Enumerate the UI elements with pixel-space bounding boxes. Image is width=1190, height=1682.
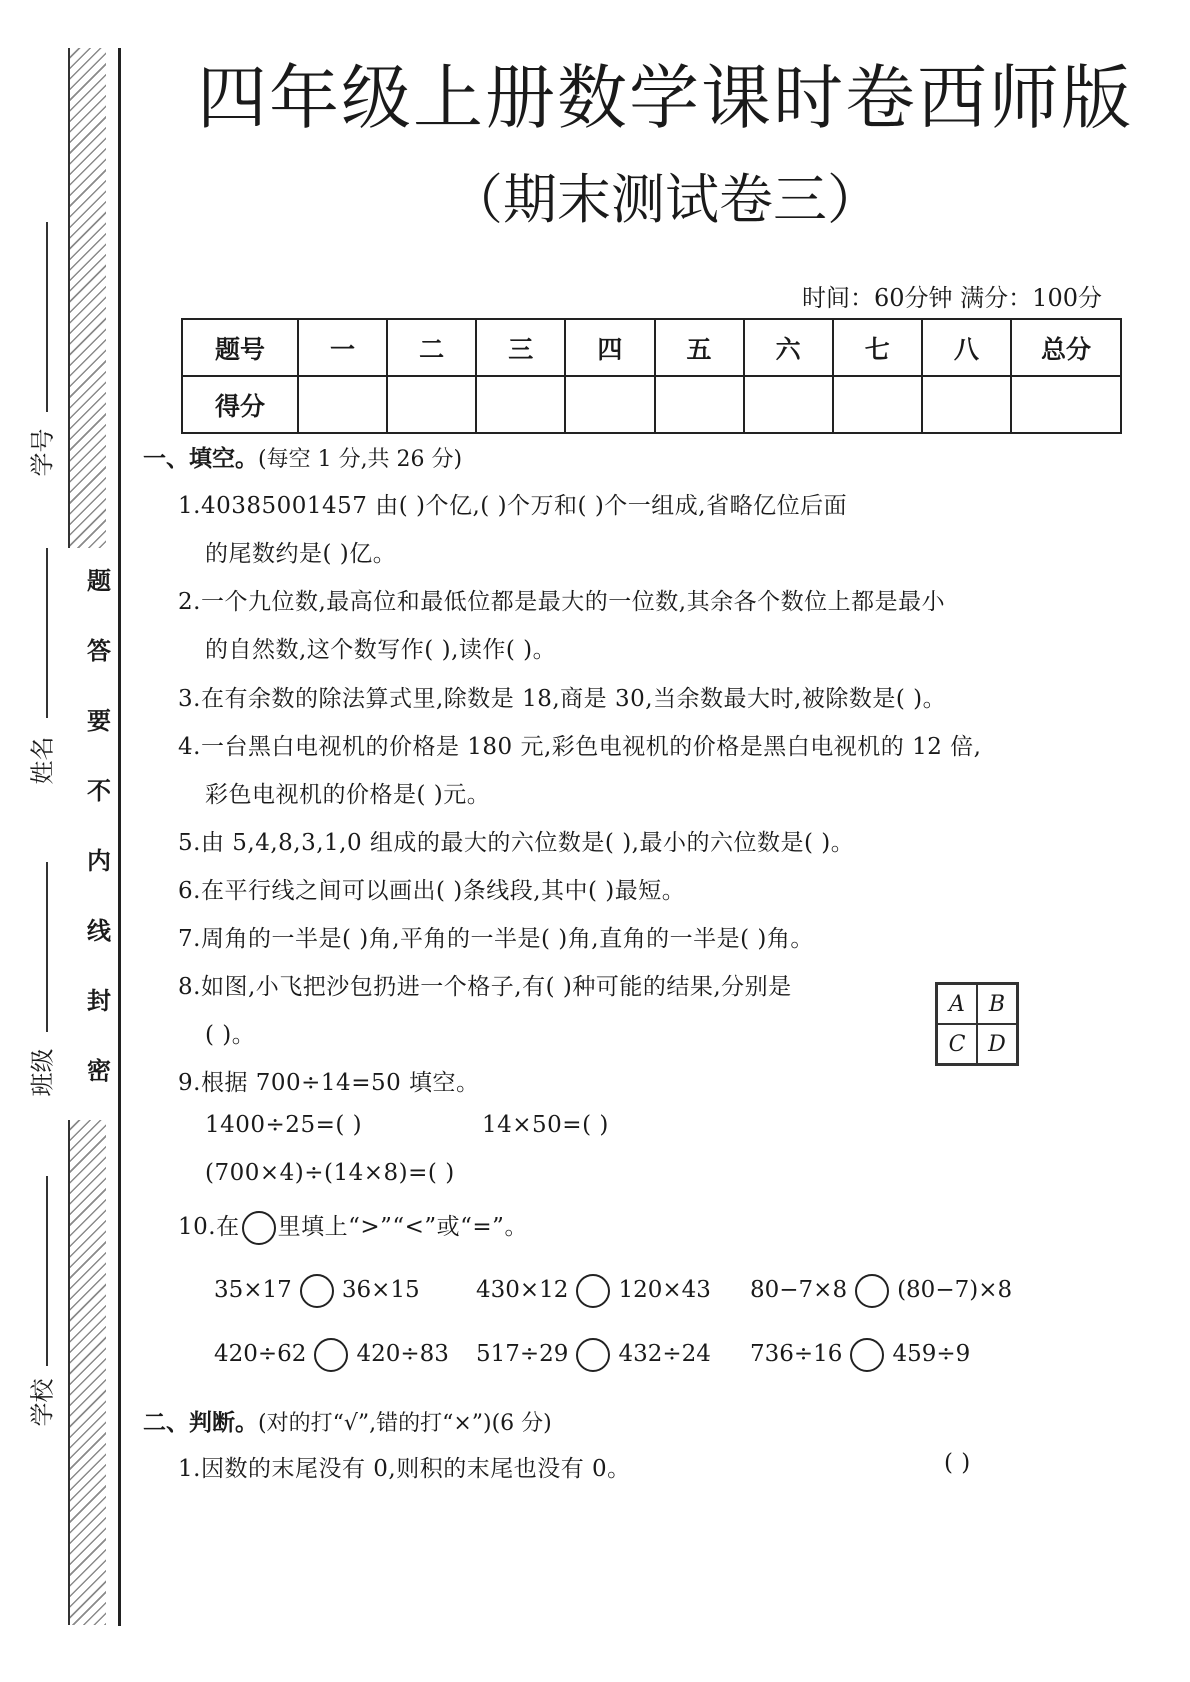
student-id-line[interactable] (46, 222, 48, 412)
section2-heading (143, 1404, 552, 1437)
question-8-line2: ( )。 (205, 1022, 256, 1048)
question-3: 3.在有余数的除法算式里,除数是 18,商是 30,当余数最大时,被除数是( )。 (178, 686, 947, 712)
question-9: 9.根据 700÷14=50 填空。 (178, 1070, 480, 1096)
section1-title: 一、填空。 (143, 446, 258, 472)
question-8-line1: 8.如图,小飞把沙包扔进一个格子,有( )种可能的结果,分别是 (178, 974, 792, 1000)
header-cell-5: 五 (655, 319, 744, 376)
hatch-strip-bottom (68, 1120, 106, 1625)
judge-answer-1[interactable]: ( ) (944, 1450, 971, 1476)
compare-right: 432÷24 (618, 1341, 711, 1367)
page-subtitle: （期末测试卷三） (449, 168, 881, 231)
header-cell-2: 二 (387, 319, 476, 376)
header-cell-7: 七 (833, 319, 922, 376)
header-cell-label: 题号 (182, 319, 298, 376)
warning-char-1: 密 (87, 1056, 111, 1085)
binding-margin (0, 0, 125, 1682)
score-row-label: 得分 (182, 376, 298, 433)
name-label: 姓名 (28, 736, 57, 784)
compare-item (750, 1338, 970, 1372)
grid-cell-d: D (977, 1024, 1017, 1064)
question-1-line2: 的尾数约是( )亿。 (205, 541, 397, 567)
warning-char-7: 答 (87, 636, 111, 665)
compare-item (476, 1338, 711, 1372)
exam-info: 时间：60分钟 满分：100分 (802, 284, 1102, 312)
question-10-suffix: 里填上“>”“<”或“=”。 (277, 1214, 528, 1240)
grid-cell-b: B (977, 984, 1017, 1024)
score-cell-total[interactable] (1011, 376, 1121, 433)
compare-item (214, 1338, 449, 1372)
name-line[interactable] (46, 548, 48, 718)
question-2-line1: 2.一个九位数,最高位和最低位都是最大的一位数,其余各个数位上都是最小 (178, 589, 946, 615)
hatch-strip-top (68, 48, 106, 548)
compare-right: 36×15 (341, 1277, 420, 1303)
school-line[interactable] (46, 1176, 48, 1366)
compare-left: 80−7×8 (750, 1277, 848, 1303)
question-9-c: (700×4)÷(14×8)=( ) (205, 1160, 455, 1186)
compare-left: 430×12 (476, 1277, 569, 1303)
header-cell-6: 六 (744, 319, 833, 376)
compare-circle[interactable] (850, 1338, 884, 1372)
score-table-header-row (182, 319, 1121, 376)
compare-left: 517÷29 (476, 1341, 569, 1367)
student-id-label: 学号 (28, 428, 57, 476)
score-table (181, 318, 1122, 434)
question-9-a: 1400÷25=( ) (205, 1112, 363, 1138)
compare-item (214, 1274, 420, 1308)
class-label: 班级 (28, 1048, 57, 1096)
warning-char-3: 线 (87, 916, 111, 945)
warning-char-8: 题 (87, 566, 111, 595)
school-label: 学校 (28, 1378, 57, 1426)
sandbag-grid (935, 982, 1019, 1066)
compare-item (476, 1274, 711, 1308)
class-line[interactable] (46, 862, 48, 1032)
compare-left: 420÷62 (214, 1341, 307, 1367)
compare-circle[interactable] (300, 1274, 334, 1308)
circle-icon (242, 1211, 276, 1245)
section1-note: (每空 1 分,共 26 分) (258, 447, 463, 472)
question-9-b: 14×50=( ) (482, 1112, 609, 1138)
compare-circle[interactable] (314, 1338, 348, 1372)
header-cell-total: 总分 (1011, 319, 1121, 376)
score-cell-2[interactable] (387, 376, 476, 433)
grid-cell-a: A (937, 984, 977, 1024)
header-cell-1: 一 (298, 319, 387, 376)
question-4-line1: 4.一台黑白电视机的价格是 180 元,彩色电视机的价格是黑白电视机的 12 倍, (178, 734, 982, 760)
question-1-line1: 1.40385001457 由( )个亿,( )个万和( )个一组成,省略亿位后面 (178, 493, 848, 519)
warning-char-5: 不 (87, 776, 111, 805)
question-10 (178, 1208, 528, 1245)
score-cell-5[interactable] (655, 376, 744, 433)
compare-right: 120×43 (618, 1277, 711, 1303)
header-cell-4: 四 (565, 319, 654, 376)
section1-heading (143, 440, 462, 473)
compare-right: 420÷83 (356, 1341, 449, 1367)
warning-char-6: 要 (87, 706, 111, 735)
header-cell-3: 三 (476, 319, 565, 376)
header-cell-8: 八 (922, 319, 1011, 376)
warning-char-2: 封 (87, 986, 111, 1015)
compare-circle[interactable] (855, 1274, 889, 1308)
score-cell-8[interactable] (922, 376, 1011, 433)
score-cell-1[interactable] (298, 376, 387, 433)
score-cell-6[interactable] (744, 376, 833, 433)
compare-circle[interactable] (576, 1274, 610, 1308)
compare-right: (80−7)×8 (897, 1277, 1013, 1303)
compare-left: 35×17 (214, 1277, 292, 1303)
score-table-score-row (182, 376, 1121, 433)
score-cell-7[interactable] (833, 376, 922, 433)
question-5: 5.由 5,4,8,3,1,0 组成的最大的六位数是( ),最小的六位数是( )。 (178, 830, 855, 856)
grid-cell-c: C (937, 1024, 977, 1064)
page-title: 四年级上册数学课时卷西师版 (197, 57, 1133, 139)
warning-char-4: 内 (87, 846, 111, 875)
score-cell-3[interactable] (476, 376, 565, 433)
question-4-line2: 彩色电视机的价格是( )元。 (205, 782, 491, 808)
compare-circle[interactable] (576, 1338, 610, 1372)
question-10-prefix: 10.在 (178, 1214, 240, 1240)
question-2-line2: 的自然数,这个数写作( ),读作( )。 (205, 637, 557, 663)
section2-note: (对的打“√”,错的打“×”)(6 分) (258, 1411, 552, 1436)
question-6: 6.在平行线之间可以画出( )条线段,其中( )最短。 (178, 878, 686, 904)
compare-item (750, 1274, 1012, 1308)
question-7: 7.周角的一半是( )角,平角的一半是( )角,直角的一半是( )角。 (178, 926, 814, 952)
margin-rule (118, 48, 121, 1626)
compare-right: 459÷9 (892, 1341, 971, 1367)
score-cell-4[interactable] (565, 376, 654, 433)
judge-question-1: 1.因数的末尾没有 0,则积的末尾也没有 0。 (178, 1456, 631, 1482)
compare-left: 736÷16 (750, 1341, 843, 1367)
section2-title: 二、判断。 (143, 1410, 258, 1436)
